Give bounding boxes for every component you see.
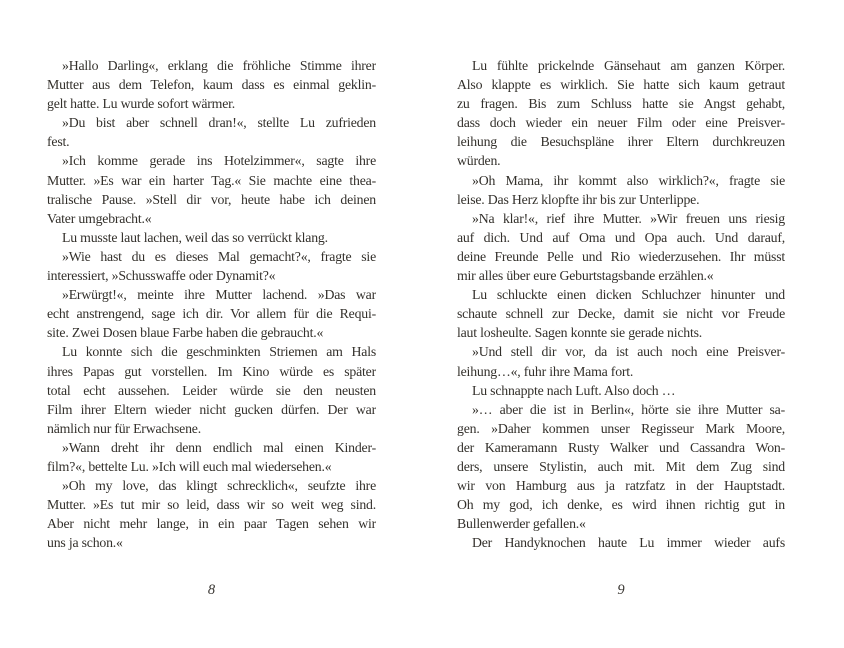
text-line: leihung die Besuchspläne ihrer Eltern durchkreuzen [457,134,785,150]
text-line: laut losheulte. Sagen konnte sie gerade nichts. [457,325,703,341]
text-line: zu fragen. Bis zum Schluss hatte sie Angst gehabt, [457,96,785,112]
text-line: echt anstrengend, sage ich dir. Vor allem für die Requi- [47,306,376,322]
text-line: Aber nicht mehr lange, in ein paar Tagen sehen wir [47,516,376,532]
text-line: Mutter. »Es war ein harter Tag.« Sie machte eine thea- [47,172,376,188]
text-line: »… aber die ist in Berlin«, hörte sie ihre Mutter sa- [472,401,785,417]
text-line: leise. Das Herz klopfte ihr bis zur Unterlippe. [457,191,700,207]
text-line: gelt hatte. Lu wurde sofort wärmer. [47,96,236,112]
text-line: der Kameramann Rusty Walker und Cassandra Won- [457,439,785,455]
text-line: Oh my god, ich denke, es wird ihnen richtig gut in [457,497,785,513]
text-line: wir von Hamburg aus ja ratzfatz in der Hauptstadt. [457,478,785,494]
page-left [47,56,376,599]
text-line: Vater umgebracht.« [47,210,152,226]
page-number-left: 8 [207,582,216,599]
text-line: Lu konnte sich die geschminkten Striemen am Hals [62,344,376,360]
text-line: Mutter. »Es tut mir so leid, dass wir so weit weg sind. [47,497,376,513]
text-line: »Wann dreht ihr denn endlich mal einen Kinder- [62,439,376,455]
text-line: leihung…«, fuhr ihre Mama fort. [457,363,634,379]
page-right [457,56,785,599]
text-line: »Oh Mama, ihr kommt also wirklich?«, fragte sie [472,172,785,188]
text-line: »Du bist aber schnell dran!«, stellte Lu zufrieden [62,115,376,131]
text-line: Bullenwerder gefallen.« [457,516,586,532]
text-line: gen. »Daher kommen unser Regisseur Mark Moore, [457,420,785,436]
text-line: film?«, bettelte Lu. »Ich will euch mal wiedersehen.« [47,458,332,474]
text-line: deine Freunde Pelle und Rio wiederzusehen. Ihr müsst [457,248,785,264]
text-line: ders, unsere Stylistin, auch mit. Mit dem Zug sind [457,458,785,474]
text-line: »Und stell dir vor, da ist auch noch eine Preisver- [472,344,785,360]
text-line: Lu schluckte einen dicken Schluchzer hinunter und [472,287,785,303]
text-line: Also klappte es wirklich. Sie hatte sich kaum getraut [457,77,785,93]
text-line: mir alles über eure Geburtstagsbande erzählen.« [457,268,714,284]
text-line: »Erwürgt!«, meinte ihre Mutter lachend. »Das war [62,287,376,303]
text-line: Der Handyknochen haute Lu immer wieder aufs [472,535,785,551]
text-line: auf dich. Und auf Oma und Opa auch. Und darauf, [457,229,785,245]
text-line: site. Zwei Dosen blaue Farbe haben die gebraucht.« [47,325,324,341]
page-right-text [457,56,785,552]
page-number-right: 9 [617,582,625,599]
text-line: »Na klar!«, rief ihre Mutter. »Wir freuen uns riesig [472,210,785,226]
text-line: tralische Pause. »Stell dir vor, heute habe ich deinen [47,191,376,207]
text-line: ihres Papas gut vorstellen. Im Kino würde es später [47,363,376,379]
text-line: Film ihrer Eltern wieder nicht gucken dürfen. Der war [47,401,376,417]
page-left-text [47,56,376,552]
text-line: Lu schnappte nach Luft. Also doch … [472,382,676,398]
text-line: würden. [457,153,501,169]
text-line: »Oh my love, das klingt schrecklich«, seufzte ihre [62,478,376,494]
text-line: »Wie hast du es dieses Mal gemacht?«, fragte sie [62,248,376,264]
text-line: Lu musste laut lachen, weil das so verrückt klang. [62,229,328,245]
text-line: Lu fühlte prickelnde Gänsehaut am ganzen Körper. [472,58,785,73]
text-line: total echt aussehen. Leider würde sie den neusten [47,382,376,398]
text-line: dass doch wieder ein neuer Film oder eine Preisver- [457,115,785,131]
text-line: uns ja schon.« [47,535,123,551]
text-line: »Hallo Darling«, erklang die fröhliche Stimme ihrer [62,58,376,73]
text-line: schaute schnell zur Decke, damit sie nicht vor Freude [457,306,785,322]
text-line: interessiert, »Schusswaffe oder Dynamit?« [47,268,276,284]
text-line: nämlich nur für Erwachsene. [47,420,201,436]
text-line: Mutter aus dem Telefon, kaum dass es einmal geklin- [47,77,376,93]
text-line: fest. [47,134,70,150]
text-line: »Ich komme gerade ins Hotelzimmer«, sagte ihre [62,153,376,169]
